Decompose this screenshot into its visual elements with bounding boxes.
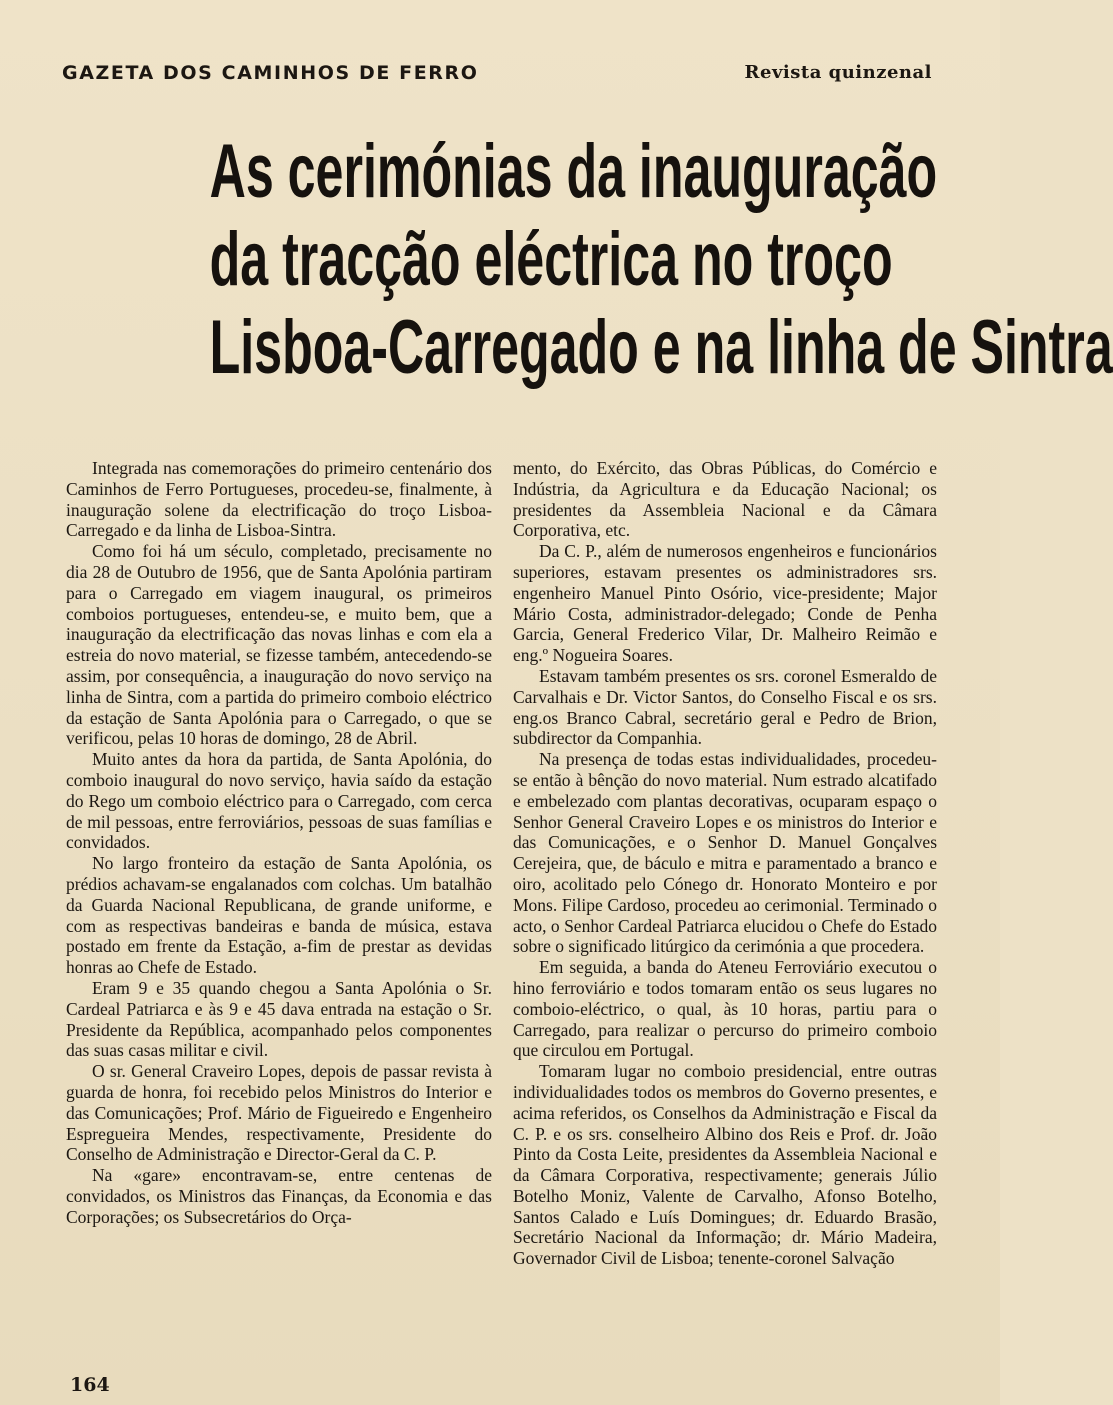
paragraph: Tomaram lugar no comboio presidencial, entre outras individualidades todos os membros do Governo presentes, e acima referidos, os Conselhos da Administração e Fiscal da C. P. e os srs. conselheiro Albino dos Reis e Prof. dr. João Pinto da Costa Leite, presidentes da Assembleia Nacional e da Câmara Corporativa, respectivamente; generais Júlio Botelho Moniz, Valente de Carvalho, Afonso Botelho, Santos Calado e Luís Domingues; dr. Eduardo Brasão, Secretário Nacional da Informação; dr. Mário Madeira, Governador Civil de Lisboa; tenente-coronel Salvação [513, 1061, 937, 1269]
paragraph: Da C. P., além de numerosos engenheiros e funcionários superiores, estavam presentes os administradores srs. engenheiro Manuel Pinto Osório, vice-presidente; Major Mário Costa, administrador-delegado; Conde de Penha Garcia, General Frederico Vilar, Dr. Malheiro Reimão e eng.º Nogueira Soares. [513, 541, 937, 666]
paragraph: Eram 9 e 35 quando chegou a Santa Apolónia o Sr. Cardeal Patriarca e às 9 e 45 dava entrada na estação o Sr. Presidente da República, acompanhado pelos componentes das suas casas militar e civil. [66, 977, 492, 1061]
article-title-line-2: da tracção eléctrica no troço [209, 217, 893, 302]
paragraph: O sr. General Craveiro Lopes, depois de passar revista à guarda de honra, foi recebido pelos Ministros do Interior e das Comunicações; Prof. Mário de Figueiredo e Engenheiro Espregueira Mendes, respectivamente, Presidente do Conselho de Administração e Director-Geral da C. P. [66, 1061, 492, 1165]
article-title [60, 128, 1113, 392]
paragraph: Na presença de todas estas individualidades, procedeu-se então à bênção do novo material. Num estrado alcatifado e embelezado com plantas decorativas, ocuparam espaço o Senhor General Craveiro Lopes e os ministros do Interior e das Comunicações, e o Senhor D. Manuel Gonçalves Cerejeira, que, de báculo e mitra e paramentado a branco e oiro, acolitado pelo Cónego dr. Honorato Monteiro e por Mons. Filipe Cardoso, procedeu ao cerimonial. Terminado o acto, o Senhor Cardeal Patriarca elucidou o Chefe do Estado sobre o significado litúrgico da cerimónia a que procedera. [513, 749, 937, 957]
paragraph: Muito antes da hora da partida, de Santa Apolónia, do comboio inaugural do novo serviço, havia saído da estação do Rego um comboio eléctrico para o Carregado, com cerca de mil pessoas, entre ferroviários, pessoas de suas famílias e convidados. [66, 749, 492, 853]
article-column-right [513, 458, 937, 1269]
page-number: 164 [70, 1374, 110, 1396]
article-column-left [66, 458, 492, 1227]
article-title-line-1: As cerimónias da inauguração [209, 129, 938, 214]
paragraph: Estavam também presentes os srs. coronel Esmeraldo de Carvalhais e Dr. Victor Santos, do Conselho Fiscal e os srs. eng.os Branco Cabral, secretário geral e Pedro de Brion, subdirector da Companhia. [513, 665, 937, 749]
paragraph: Em seguida, a banda do Ateneu Ferroviário executou o hino ferroviário e todos tomaram então os seus lugares no comboio-eléctrico, o qual, às 10 horas, partiu para o Carregado, para realizar o percurso do primeiro comboio que circulou em Portugal. [513, 957, 937, 1061]
paragraph: No largo fronteiro da estação de Santa Apolónia, os prédios achavam-se engalanados com colchas. Um batalhão da Guarda Nacional Republicana, de grande uniforme, e com as respectivas bandeiras e banda de música, estava postado em frente da Estação, a-fim de prestar as devidas honras ao Chefe de Estado. [66, 853, 492, 978]
paragraph: Na «gare» encontravam-se, entre centenas de convidados, os Ministros das Finanças, da Economia e das Corporações; os Subsecretários do Orça- [66, 1165, 492, 1227]
running-header [62, 62, 932, 90]
article-title-line-3: Lisboa-Carregado e na linha de Sintra [209, 305, 1113, 390]
publication-frequency: Revista quinzenal [744, 62, 932, 83]
journal-name: GAZETA DOS CAMINHOS DE FERRO [62, 62, 479, 84]
paragraph: Integrada nas comemorações do primeiro centenário dos Caminhos de Ferro Portugueses, procedeu-se, finalmente, à inauguração solene da electrificação do troço Lisboa-Carregado e da linha de Lisboa-Sintra. [66, 458, 492, 541]
paragraph-continued: mento, do Exército, das Obras Públicas, do Comércio e Indústria, da Agricultura e da Educação Nacional; os presidentes da Assembleia Nacional e da Câmara Corporativa, etc. [513, 458, 937, 541]
paragraph: Como foi há um século, completado, precisamente no dia 28 de Outubro de 1956, que de Santa Apolónia partiram para o Carregado em viagem inaugural, os primeiros comboios portugueses, entendeu-se, e muito bem, que a inauguração da electrificação das novas linhas e com ela a estreia do novo material, se fizesse também, antecedendo-se assim, por consequência, a inauguração do novo serviço na linha de Sintra, com a partida do primeiro comboio eléctrico da estação de Santa Apolónia para o Carregado, o que se verificou, pelas 10 horas de domingo, 28 de Abril. [66, 541, 492, 749]
